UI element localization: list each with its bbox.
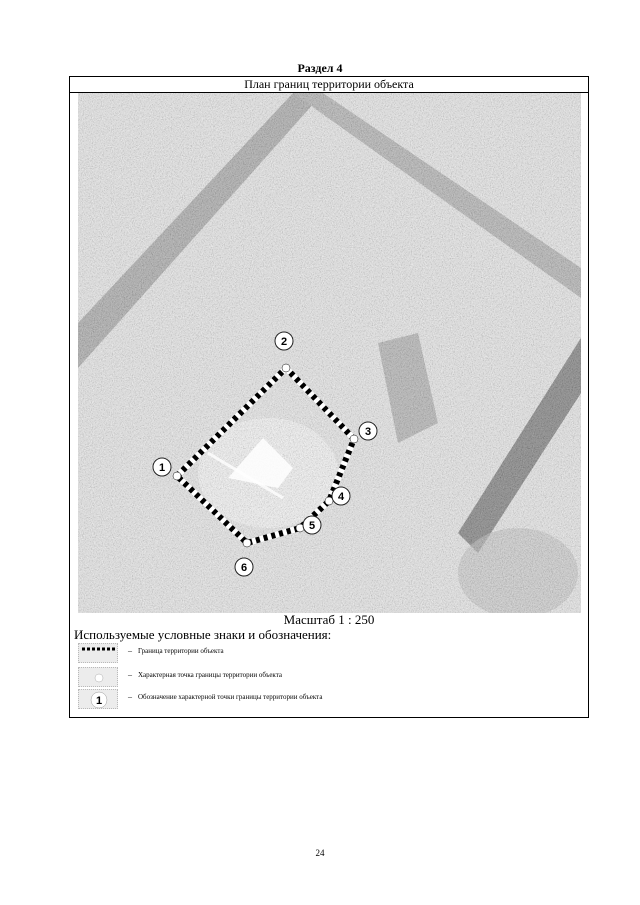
svg-text:5: 5 (308, 520, 316, 532)
boundary-point (243, 539, 251, 547)
map-texture (78, 93, 581, 613)
svg-text:1: 1 (95, 695, 103, 707)
svg-text:2: 2 (280, 336, 288, 348)
point-label-3 (359, 422, 377, 440)
point-label-4 (332, 487, 350, 505)
page-number: 24 (315, 848, 325, 858)
legend-item-point (78, 667, 578, 689)
legend-item-label (78, 689, 578, 711)
svg-text:4: 4 (337, 491, 345, 503)
legend-dash: – (128, 646, 132, 655)
boundary-point (350, 435, 358, 443)
legend-dash: – (128, 670, 132, 679)
legend-item-boundary (78, 643, 578, 665)
aerial-map (78, 93, 581, 613)
legend-heading: Используемые условные знаки и обозначения: (74, 627, 332, 642)
section-title: Раздел 4 (297, 61, 343, 75)
legend-text: Граница территории объекта (138, 647, 224, 655)
svg-text:1: 1 (158, 462, 166, 474)
point-label-1 (153, 458, 171, 476)
boundary-point (282, 364, 290, 372)
point-marker-icon (95, 674, 103, 682)
legend-dash: – (128, 692, 132, 701)
scale-label: Масштаб 1 : 250 (283, 612, 375, 627)
legend-swatch (78, 667, 118, 687)
svg-text:3: 3 (364, 426, 372, 438)
point-label-2 (275, 332, 293, 350)
boundary-point (173, 472, 181, 480)
legend-text: Характерная точка границы территории объекта (138, 671, 282, 679)
point-label-6 (235, 558, 253, 576)
svg-text:6: 6 (240, 562, 248, 574)
plan-title: План границ территории объекта (70, 77, 588, 93)
point-label-5 (303, 516, 321, 534)
legend-swatch (78, 689, 118, 709)
legend-swatch (78, 643, 118, 663)
plan-frame (69, 76, 589, 718)
legend-text: Обозначение характерной точки границы территории объекта (138, 693, 323, 701)
